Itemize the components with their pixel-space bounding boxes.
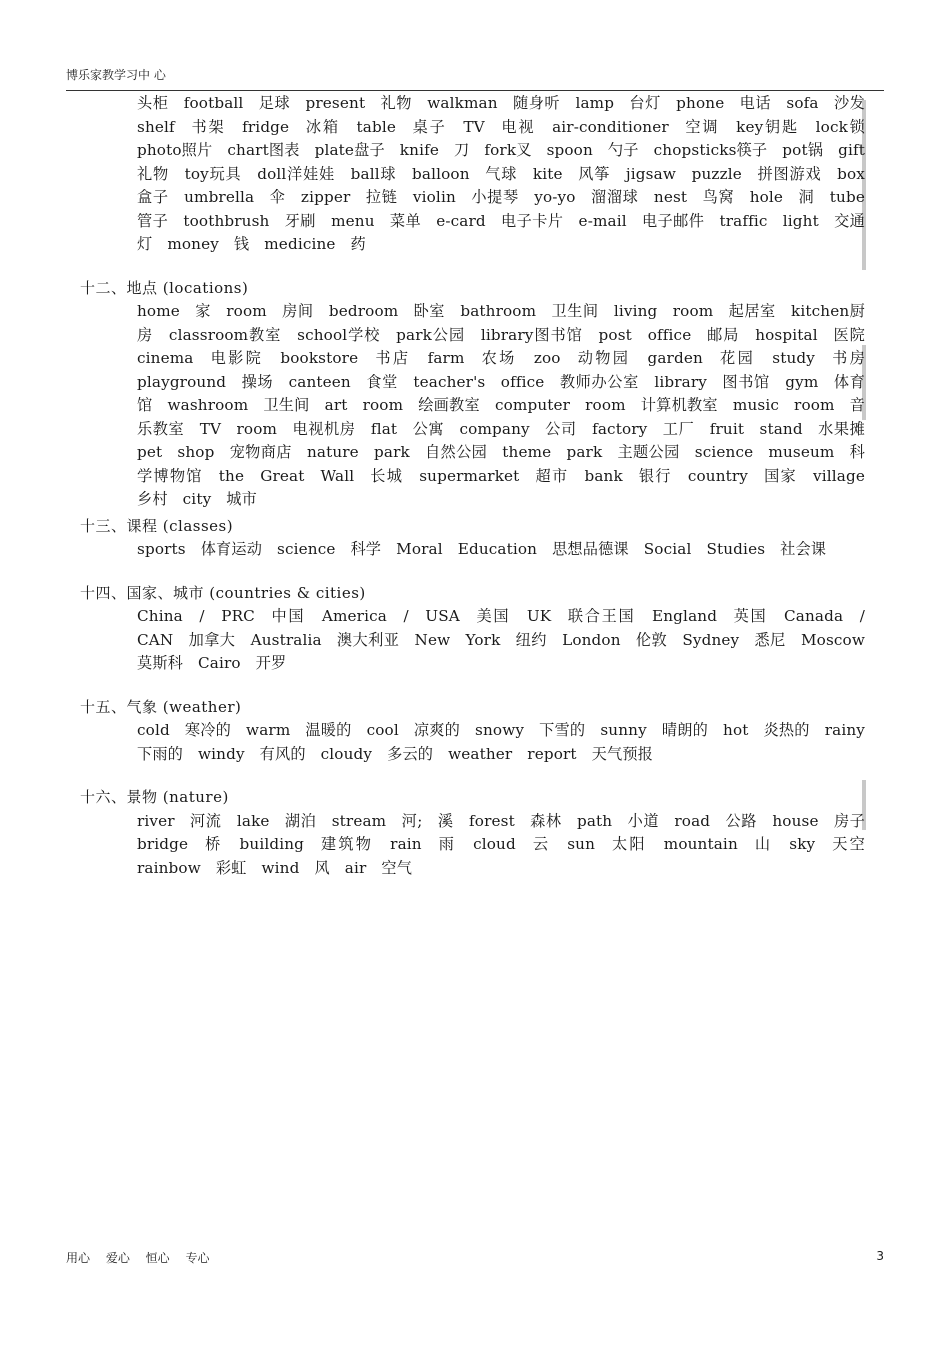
intro-vocabulary-block: 头柜 football 足球 present 礼物 walkman 随身听 lamp 台灯 phone 电话 sofa 沙发 shelf 书架 fridge 冰箱 table 桌子 TV 电视 air-conditioner 空调 key钥匙 lock锁 photo照片 chart图表 plate盘子 knife 刀 fork叉 spoon 勺子 chopsticks筷子 pot锅 gift礼物 toy玩具 doll洋娃娃 ball球 balloon 气球 kite 风筝 jigsaw puzzle 拼图游戏 box 盒子 umbrella 伞 zipper 拉链 violin 小提琴 yo-yo 溜溜球 nest 鸟窝 hole 洞 tube 管子 toothbrush 牙刷 menu 菜单 e-card 电子卡片 e-mail 电子邮件 traffic light 交通灯 money 钱 medicine 药 xyxy=(137,94,865,253)
section-countries-cities xyxy=(80,582,870,676)
header-divider xyxy=(66,90,884,91)
section-weather xyxy=(80,696,870,767)
section-heading: 十六、景物 (nature) xyxy=(80,788,229,806)
page-number: 3 xyxy=(876,1249,884,1263)
vocabulary-content xyxy=(80,92,870,880)
section-body: sports 体育运动 science 科学 Moral Education 思想品德课 Social Studies 社会课 xyxy=(137,540,827,558)
section-heading: 十二、地点 (locations) xyxy=(80,278,249,297)
section-heading: 十四、国家、城市 (countries & cities) xyxy=(80,583,366,602)
page-header-title: 博乐家教学习中 心 xyxy=(66,68,166,82)
section-locations xyxy=(80,277,870,512)
section-heading: 十三、课程 (classes) xyxy=(80,516,234,535)
section-classes xyxy=(80,515,870,562)
section-body: home 家 room 房间 bedroom 卧室 bathroom 卫生间 living room 起居室 kitchen厨房 classroom教室 school学校 park公园 library图书馆 post office 邮局 hospital 医院 cinema 电影院 bookstore 书店 farm 农场 zoo 动物园 garden 花园 study 书房 playground 操场 canteen 食堂 teacher's office 教师办公室 library 图书馆 gym 体育馆 washroom 卫生间 art room 绘画教室 computer room 计算机教室 music room 音乐教室 TV room 电视机房 flat 公寓 company 公司 factory 工厂 fruit stand 水果摊 pet shop 宠物商店 nature park 自然公园 theme park 主题公园 science museum 科学博物馆 the Great Wall 长城 supermarket 超市 bank 银行 country 国家 village 乡村 city 城市 xyxy=(137,302,865,508)
footer-motto: 用心 爱心 恒心 专心 xyxy=(66,1251,210,1265)
section-nature xyxy=(80,786,870,880)
section-body: China / PRC 中国 America / USA 美国 UK 联合王国 England 英国 Canada / CAN 加拿大 Australia 澳大利亚 New York 纽约 London 伦敦 Sydney 悉尼 Moscow 莫斯科 Cairo 开罗 xyxy=(137,607,865,672)
section-heading: 十五、气象 (weather) xyxy=(80,697,242,716)
section-body: river 河流 lake 湖泊 stream 河; 溪 forest 森林 path 小道 road 公路 house 房子 bridge 桥 building 建筑物 rain 雨 cloud 云 sun 太阳 mountain 山 sky 天空 rainbow 彩虹 wind 风 air 空气 xyxy=(137,811,865,877)
section-body: cold 寒冷的 warm 温暖的 cool 凉爽的 snowy 下雪的 sunny 晴朗的 hot 炎热的 rainy 下雨的 windy 有风的 cloudy 多云的 weather report 天气预报 xyxy=(137,721,865,763)
